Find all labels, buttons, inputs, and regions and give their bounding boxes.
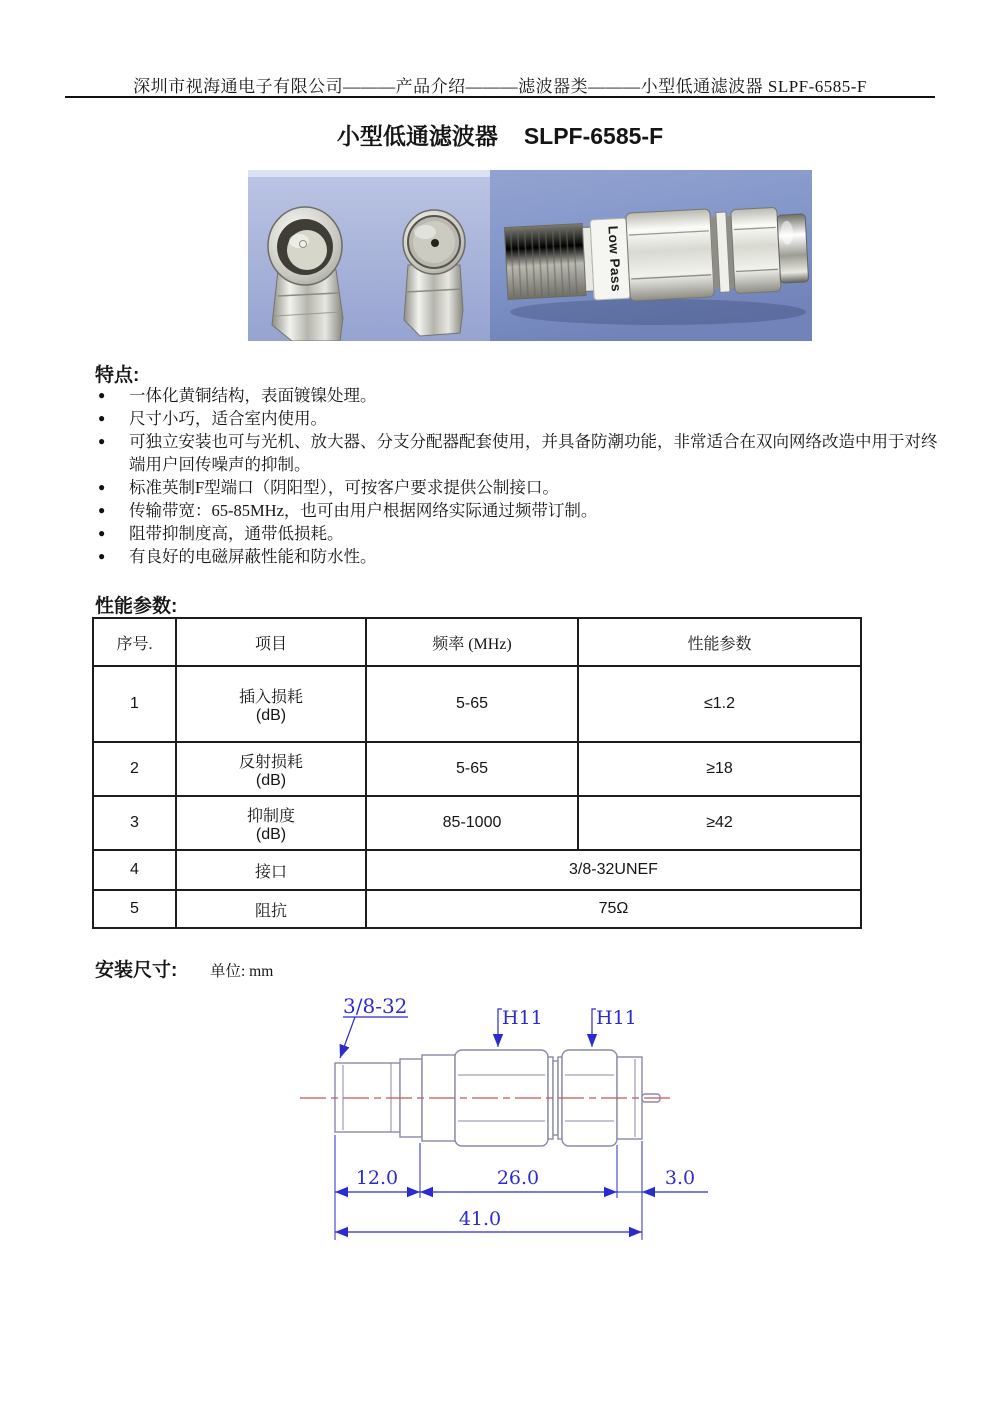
- feature-text: 标准英制F型端口（阴阳型），可按客户要求提供公制接口。: [129, 478, 559, 497]
- cell-merged-value: 75Ω: [366, 890, 861, 928]
- unit-label: 单位: mm: [210, 963, 274, 980]
- col-header-freq: 频率 (MHz): [366, 618, 578, 666]
- page-title-cn: 小型低通滤波器: [336, 123, 498, 149]
- feature-text: 可独立安装也可与光机、放大器、分支分配器配套使用，并具备防潮功能，非常适合在双向网络改造中用于对终端用户回传噪声的抑制。: [129, 432, 938, 474]
- cell-freq: 85-1000: [366, 796, 578, 850]
- cell-no: 4: [93, 850, 176, 890]
- hex-size-label-right: H11: [596, 1007, 637, 1029]
- f-connector-male-front: [268, 207, 343, 341]
- cell-merged-value: 3/8-32UNEF: [366, 850, 861, 890]
- low-pass-label: Low Pass: [605, 225, 624, 293]
- hex-size-label-left: H11: [502, 1007, 543, 1029]
- feature-item: [98, 545, 943, 568]
- photo-left-top-glare: [248, 170, 490, 177]
- running-header: 深圳市视海通电子有限公司———产品介绍———滤波器类———小型低通滤波器 SLPF-6585-F: [133, 77, 867, 96]
- cell-item: 接口: [176, 850, 366, 890]
- cell-item: [176, 742, 366, 796]
- col-header-value: 性能参数: [578, 618, 861, 666]
- photo-connector-fronts: [248, 170, 490, 341]
- cell-value: ≥18: [578, 742, 861, 796]
- table-row: [93, 742, 861, 796]
- table-row: [93, 850, 861, 890]
- col-header-item: 项目: [176, 618, 366, 666]
- cell-item: [176, 796, 366, 850]
- feature-item: [98, 499, 943, 522]
- cell-value: ≥42: [578, 796, 861, 850]
- dim-value-tip: 3.0: [664, 1167, 696, 1189]
- f-connector-female-front: [403, 210, 465, 336]
- male-end-cap: [777, 214, 809, 283]
- item-name: 插入损耗: [238, 688, 303, 706]
- table-row: [93, 890, 861, 928]
- col-header-no: 序号.: [93, 618, 176, 666]
- bullet-icon: ●: [98, 388, 106, 402]
- specs-table: [92, 617, 862, 929]
- product-photo: [248, 170, 812, 341]
- hex-body-main: [626, 209, 714, 301]
- cell-no: 2: [93, 742, 176, 796]
- feature-item: [98, 407, 943, 430]
- features-heading: 特点:: [95, 365, 140, 386]
- cell-no: 1: [93, 666, 176, 742]
- device-shadow: [510, 299, 806, 325]
- bullet-icon: ●: [98, 434, 106, 448]
- feature-text: 尺寸小巧，适合室内使用。: [129, 409, 327, 428]
- specs-heading: 性能参数:: [95, 596, 178, 617]
- table-row: [93, 666, 861, 742]
- cell-item: 阻抗: [176, 890, 366, 928]
- cell-item: [176, 666, 366, 742]
- item-name: 反射损耗: [238, 753, 303, 771]
- item-unit: (dB): [255, 825, 287, 843]
- photo-filter-device: [490, 170, 812, 341]
- feature-item: [98, 522, 943, 545]
- cell-no: 5: [93, 890, 176, 928]
- installation-heading: 安装尺寸:: [95, 960, 178, 981]
- table-row: [93, 796, 861, 850]
- cell-freq: 5-65: [366, 742, 578, 796]
- cell-value: ≤1.2: [578, 666, 861, 742]
- bullet-icon: ●: [98, 411, 106, 425]
- item-name: 抑制度: [246, 807, 295, 825]
- dim-value-body: 26.0: [496, 1167, 540, 1189]
- cell-freq: 5-65: [366, 666, 578, 742]
- item-unit: (dB): [255, 771, 287, 789]
- feature-item: [98, 430, 943, 476]
- item-unit: (dB): [255, 706, 287, 724]
- bullet-icon: ●: [98, 503, 106, 517]
- feature-item: [98, 384, 943, 407]
- cell-no: 3: [93, 796, 176, 850]
- feature-text: 一体化黄铜结构，表面镀镍处理。: [129, 386, 377, 405]
- features-list: [98, 384, 943, 568]
- feature-text: 有良好的电磁屏蔽性能和防水性。: [129, 547, 377, 566]
- bullet-icon: ●: [98, 549, 106, 563]
- feature-text: 阻带抑制度高，通带低损耗。: [129, 524, 344, 543]
- page-title-model: SLPF-6585-F: [523, 123, 664, 149]
- dimension-drawing: [280, 985, 720, 1250]
- page-title: [0, 118, 1000, 151]
- bullet-icon: ●: [98, 526, 106, 540]
- header-rule: [65, 96, 935, 98]
- thread-spec-label: 3/8-32: [343, 994, 408, 1018]
- outline-groove-b: [553, 1061, 558, 1135]
- feature-item: [98, 476, 943, 499]
- dim-value-port: 12.0: [355, 1167, 399, 1189]
- dim-value-total: 41.0: [458, 1208, 502, 1230]
- table-header-row: [93, 618, 861, 666]
- feature-text: 传输带宽：65-85MHz，也可由用户根据网络实际通过频带订制。: [129, 501, 598, 520]
- hex-body-secondary: [731, 207, 781, 293]
- bullet-icon: ●: [98, 480, 106, 494]
